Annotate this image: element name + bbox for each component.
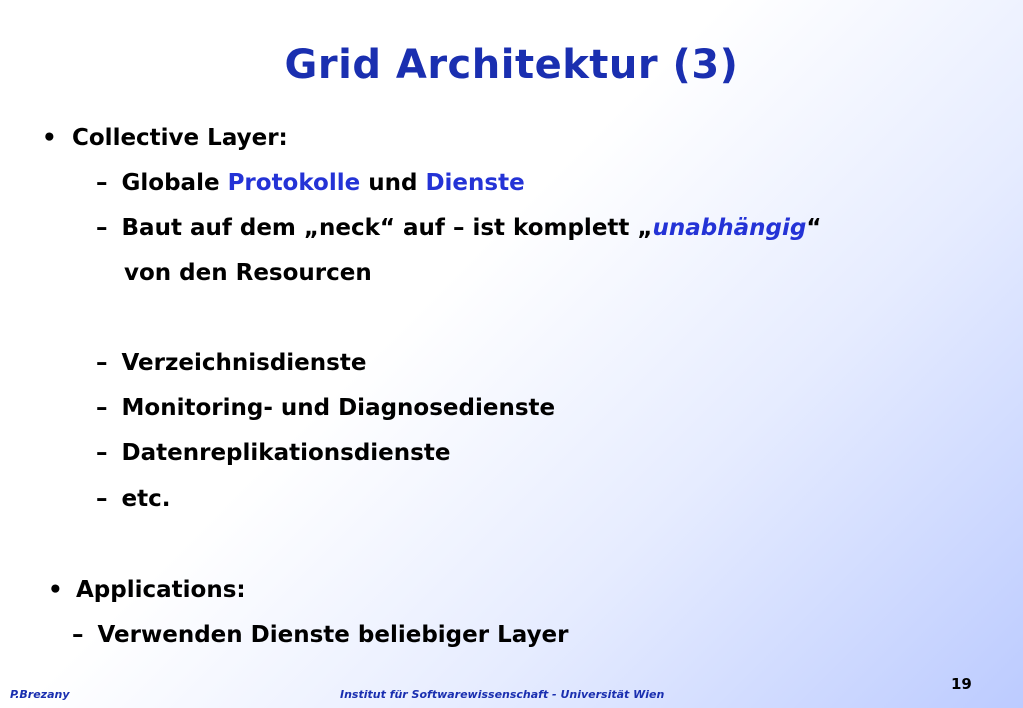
dash-icon: – bbox=[96, 486, 108, 512]
text-segment: Baut auf dem „neck“ auf – ist komplett „ bbox=[121, 215, 653, 241]
section-heading-applications: Applications: bbox=[76, 577, 246, 603]
page-number: 19 bbox=[951, 675, 972, 693]
list-item-baut-auf bbox=[96, 215, 821, 241]
highlight-dienste: Dienste bbox=[425, 170, 525, 196]
list-item-text: Verzeichnisdienste bbox=[121, 350, 367, 376]
text-segment: “ bbox=[806, 215, 822, 241]
highlight-protokolle: Protokolle bbox=[227, 170, 361, 196]
list-item-etc bbox=[96, 486, 170, 512]
list-item-verzeichnisdienste bbox=[96, 350, 366, 376]
dash-icon: – bbox=[96, 395, 108, 421]
list-item-text: Verwenden Dienste beliebiger Layer bbox=[97, 622, 569, 648]
list-item-verwenden bbox=[72, 622, 569, 648]
bullet-icon: • bbox=[48, 577, 63, 603]
list-item-datenreplikation bbox=[96, 440, 450, 466]
footer-author: P.Brezany bbox=[10, 688, 70, 701]
dash-icon: – bbox=[96, 440, 108, 466]
list-item-globale bbox=[96, 170, 525, 196]
slide-title: Grid Architektur (3) bbox=[284, 42, 739, 88]
list-item-text: Monitoring- und Diagnosedienste bbox=[121, 395, 556, 421]
list-item-text: etc. bbox=[121, 486, 171, 512]
bullet-icon: • bbox=[42, 125, 57, 151]
dash-icon: – bbox=[96, 170, 108, 196]
list-item-monitoring bbox=[96, 395, 555, 421]
dash-icon: – bbox=[96, 215, 108, 241]
text-segment: und bbox=[360, 170, 426, 196]
list-item-continuation: von den Resourcen bbox=[124, 260, 372, 286]
dash-icon: – bbox=[96, 350, 108, 376]
section-heading-collective: Collective Layer: bbox=[72, 125, 288, 151]
highlight-unabhaengig: unabhängig bbox=[652, 215, 807, 241]
list-item-text: Datenreplikationsdienste bbox=[121, 440, 451, 466]
footer-institute: Institut für Softwarewissenschaft - Universität Wien bbox=[340, 688, 665, 701]
text-segment: Globale bbox=[121, 170, 228, 196]
dash-icon: – bbox=[72, 622, 84, 648]
